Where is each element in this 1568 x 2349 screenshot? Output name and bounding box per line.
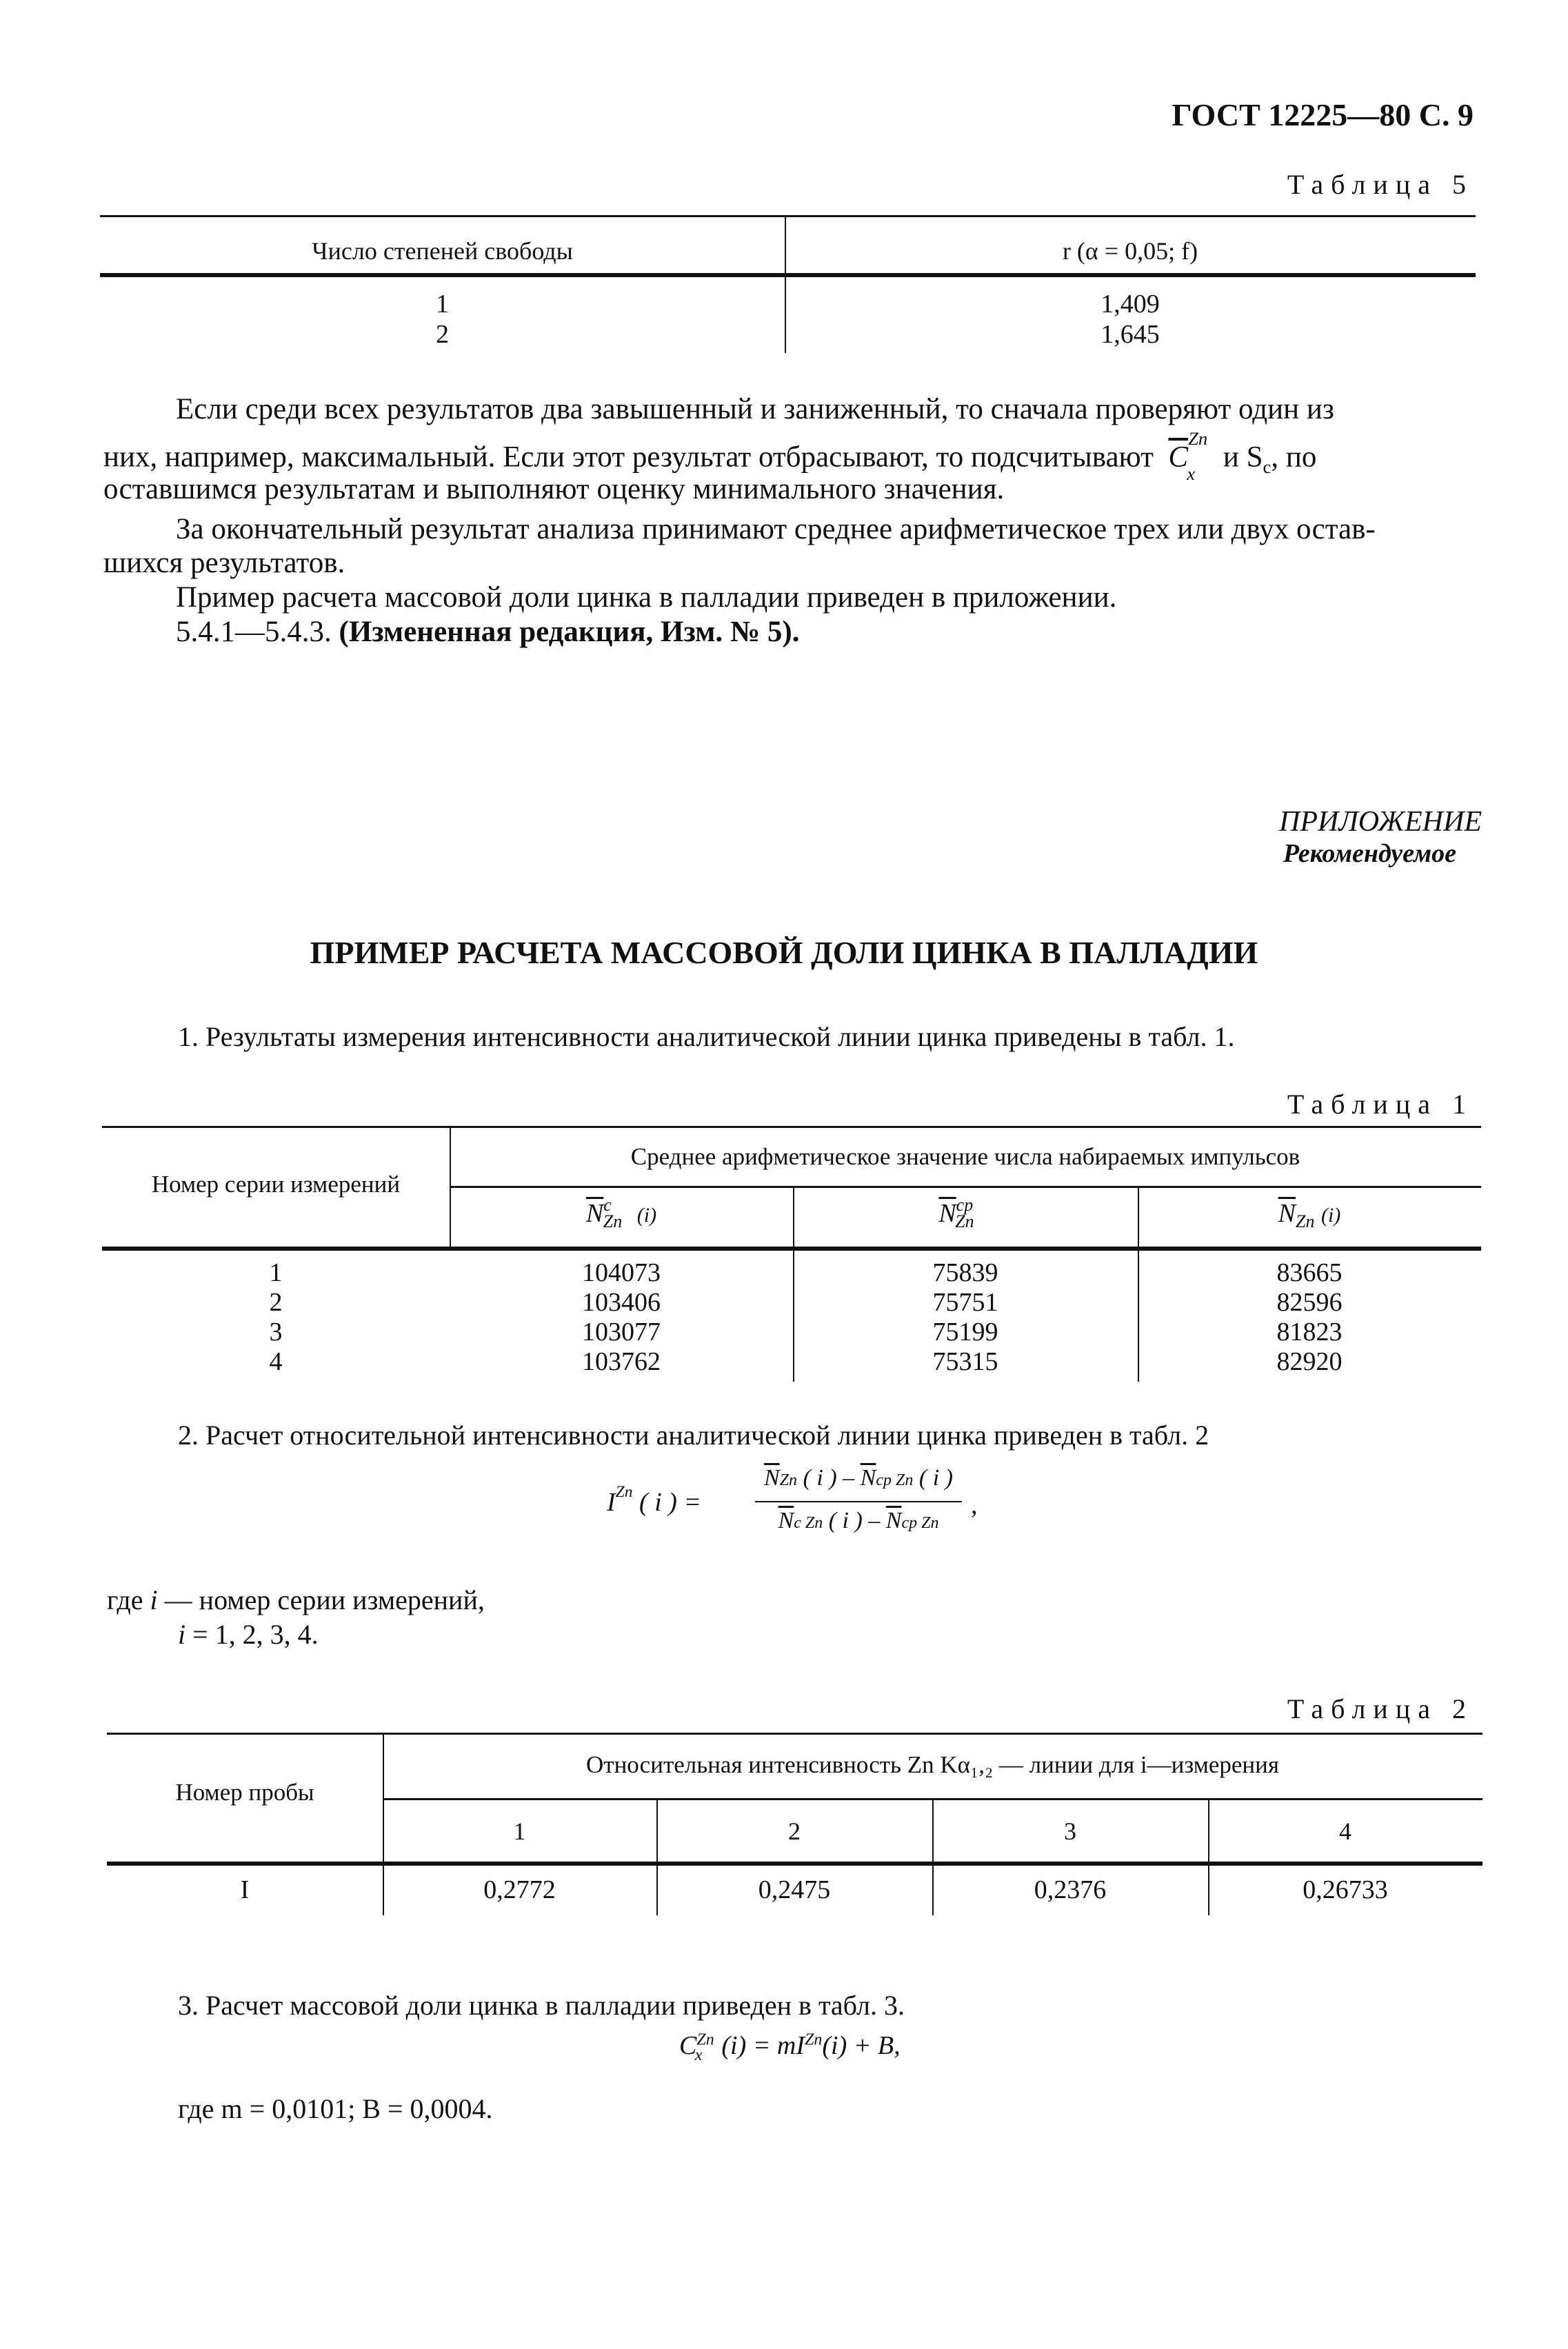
table2-header-rule [107, 1862, 1482, 1866]
paragraph-4-note: (Измененная редакция, Изм. № 5). [339, 616, 800, 648]
table5-dof-2: 2 [436, 320, 449, 349]
table2-caption: Таблица 2 [1287, 1693, 1474, 1724]
paragraph-1-end: , по [1271, 441, 1317, 474]
table1-top-rule [102, 1126, 1481, 1128]
formula-mass-fraction: $C^{Zn}_x$ $(i) = mI^{Zn}(i) + B$, [679, 2030, 901, 2064]
appendix-label: ПРИЛОЖЕНИЕ [1279, 806, 1482, 838]
table1-row-2-n: 2 [269, 1288, 283, 1317]
table2-subcol-3: 3 [1064, 1817, 1076, 1845]
paragraph-2-line-2: шихся результатов. [103, 547, 345, 579]
paragraph-1-line-3: оставшимся результатам и выполняют оценку минимального значения. [103, 473, 1005, 505]
table1-header-rule [102, 1247, 1481, 1251]
table1-row-1-c: 104073 [582, 1258, 661, 1287]
table1-group-header: Среднее арифметическое значение числа набираемых импульсов [630, 1143, 1300, 1170]
paragraph-1-line-2-text: них, например, максимальный. Если этот результат отбрасывают, то подсчитывают [103, 441, 1154, 474]
table5-r-1: 1,409 [1100, 290, 1160, 319]
table1-subheader-rule [450, 1186, 1481, 1188]
appendix-item-2: 2. Расчет относительной интенсивности аналитической линии цинка приведен в табл. 2 [178, 1420, 1209, 1451]
table1-row-4-c: 103762 [582, 1347, 661, 1376]
table2-row-v1: 0,2772 [483, 1875, 556, 1904]
formula-cx-zn: $\overline{C}^{Zn}_x$ [1168, 428, 1208, 484]
table1-col1-header: Номер серии измерений [151, 1171, 401, 1198]
formula-mass-fraction-where: где m = 0,0101; B = 0,0004. [178, 2093, 493, 2124]
table1-row-3-cp: 75199 [932, 1318, 998, 1347]
table5-dof-1: 1 [436, 290, 449, 319]
where-description: — номер серии измерений, [164, 1584, 485, 1615]
paragraph-1-and-s: и S [1223, 441, 1263, 474]
table1-row-4-cp: 75315 [932, 1347, 998, 1376]
table5-col1-header: Число степеней свободы [312, 237, 573, 265]
table1-row-2-cp: 75751 [932, 1288, 998, 1317]
formula-where-line-2: i = 1, 2, 3, 4. [178, 1619, 319, 1650]
table5-top-rule [100, 215, 1476, 217]
table2-row-v2: 0,2475 [758, 1875, 831, 1904]
formula-where-line-1: где i — номер серии измерений, [107, 1584, 485, 1615]
table2-subcol-2: 2 [788, 1817, 801, 1845]
paragraph-4-ref: 5.4.1—5.4.3. [176, 616, 339, 648]
formula-relative-intensity: $I^{Zn}$ ( i ) = $\overline{N}Zn$ ( i ) – $\overline{N}cp$ Zn ( i ) $\overline{N}c$ Zn ( i ) – $\overline{N}cp$ Zn , [607, 1465, 978, 1533]
table1-row-1-n: 1 [269, 1258, 283, 1287]
table1-row-4-zn: 82920 [1276, 1347, 1343, 1376]
appendix-item-3: 3. Расчет массовой доли цинка в палладии приведен в табл. 3. [178, 1990, 905, 2021]
paragraph-1-sc-sub: c [1263, 456, 1272, 477]
table5-header-rule [100, 273, 1476, 277]
table5-col2-header: r (α = 0,05; f) [1062, 237, 1198, 265]
table2-row-v3: 0,2376 [1034, 1875, 1107, 1904]
table1-row-3-c: 103077 [582, 1318, 661, 1347]
where-values: = 1, 2, 3, 4. [192, 1619, 319, 1650]
table1-row-1-zn: 83665 [1276, 1258, 1343, 1287]
table2-row-n: I [240, 1875, 250, 1904]
appendix-sublabel: Рекомендуемое [1283, 839, 1456, 868]
table1-subcol-ncp: $\overline{N}^{cp}_{Zn}$ [938, 1195, 974, 1231]
table1-row-3-zn: 81823 [1276, 1318, 1343, 1347]
table5-r-2: 1,645 [1100, 320, 1160, 349]
table1-subcol-nc: $\overline{N}^c_{Zn}$ (i) [585, 1195, 657, 1231]
paragraph-4 [176, 612, 799, 652]
table2-row-v4: 0,26733 [1303, 1875, 1388, 1904]
table1-row-2-c: 103406 [582, 1288, 661, 1317]
table5-caption: Таблица 5 [1287, 169, 1474, 200]
table2-top-rule [107, 1733, 1482, 1735]
table1-row-1-cp: 75839 [932, 1258, 998, 1287]
page-header: ГОСТ 12225—80 С. 9 [1172, 97, 1474, 132]
table2-group-header: Относительная интенсивность Zn Kα₁,₂ — линии для i—измерения [586, 1751, 1279, 1778]
paragraph-3: Пример расчета массовой доли цинка в палладии приведен в приложении. [176, 581, 1117, 614]
table1-row-2-zn: 82596 [1276, 1288, 1343, 1317]
paragraph-1-line-1: Если среди всех результатов два завышенный и заниженный, то сначала проверяют один из [176, 393, 1334, 425]
table1-subcol-nzn: $\overline{N}_{Zn}$ (i) [1278, 1199, 1341, 1231]
appendix-title: ПРИМЕР РАСЧЕТА МАССОВОЙ ДОЛИ ЦИНКА В ПАЛЛАДИИ [310, 935, 1258, 970]
where-label: где [107, 1584, 143, 1615]
table1-caption: Таблица 1 [1287, 1089, 1474, 1120]
table2-subcol-1: 1 [513, 1817, 526, 1845]
table1-row-3-n: 3 [269, 1318, 283, 1347]
table2-subcol-4: 4 [1339, 1817, 1351, 1845]
table2-col1-header: Номер пробы [175, 1779, 314, 1806]
table1-row-4-n: 4 [269, 1347, 283, 1376]
paragraph-2-line-1: За окончательный результат анализа принимают среднее арифметическое трех или двух остав- [176, 513, 1376, 545]
appendix-item-1: 1. Результаты измерения интенсивности аналитической линии цинка приведены в табл. 1. [178, 1021, 1235, 1052]
